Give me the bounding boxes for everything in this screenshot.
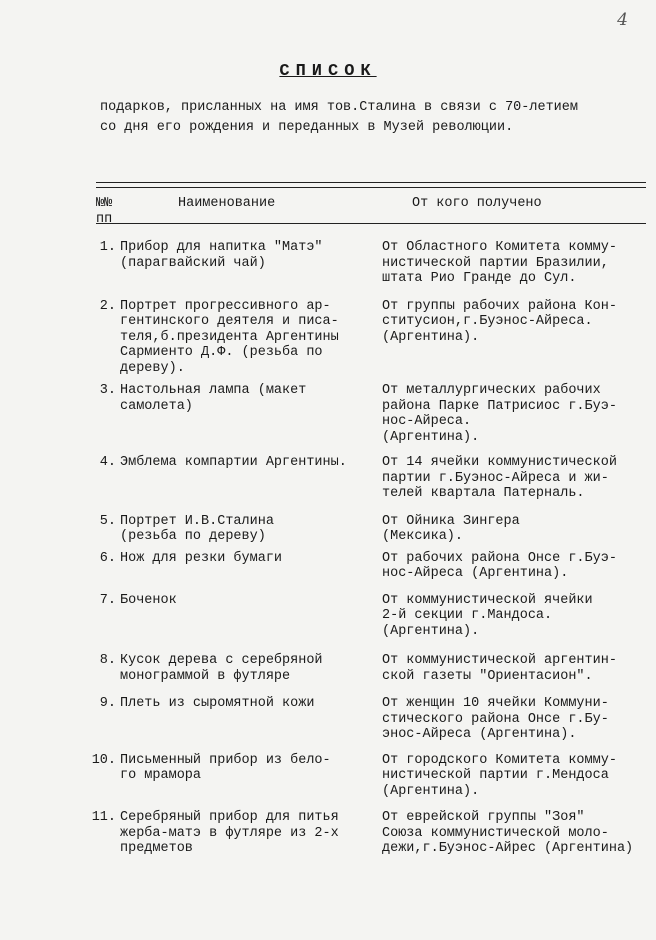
list-item	[0, 240, 656, 287]
item-number: 5.	[99, 513, 116, 529]
list-item	[0, 299, 656, 377]
item-number: 8.	[99, 653, 116, 668]
column-header-name: Наименование	[178, 196, 276, 211]
item-from: От женщин 10 ячейки Коммуни- стического района Онсе г.Бу- энос-Айреса (Аргентина).	[382, 696, 609, 742]
item-from: От Ойника Зингера (Мексика).	[382, 513, 520, 544]
item-number: 11.	[91, 810, 116, 825]
item-number: 9.	[99, 696, 116, 711]
item-name: Плеть из сыромятной кожи	[120, 696, 315, 711]
item-name: Боченок	[120, 592, 177, 608]
item-from: От металлургических рабочих района Парке Патрисиос г.Буэ- нос-Айреса. (Аргентина).	[382, 383, 617, 445]
list-item	[0, 455, 656, 502]
item-number: 6.	[99, 550, 116, 566]
header-rule-top-second	[96, 187, 646, 188]
item-name: Эмблема компартии Аргентины.	[120, 455, 347, 470]
item-name: Портрет И.В.Сталина (резьба по дереву)	[120, 513, 274, 544]
page-number: 4	[617, 10, 628, 30]
list-item	[0, 514, 656, 545]
item-number: 7.	[99, 592, 116, 608]
gift-list	[0, 240, 656, 857]
item-from: От коммунистической аргентин- ской газеты "Ориентасион".	[382, 653, 617, 684]
item-number: 2.	[99, 298, 116, 314]
item-name: Письменный прибор из бело- го мрамора	[120, 752, 331, 783]
item-from: От городского Комитета комму- нистической партии г.Мендоса (Аргентина).	[382, 752, 617, 799]
header-rule-top	[96, 182, 646, 183]
list-item	[0, 753, 656, 800]
item-name: Настольная лампа (макет самолета)	[120, 383, 307, 414]
column-header-from: От кого получено	[412, 196, 542, 211]
item-from: От 14 ячейки коммунистической партии г.Буэнос-Айреса и жи- телей квартала Патерналь.	[382, 455, 617, 501]
item-name: Серебряный прибор для питья жерба-матэ в футляре из 2-х предметов	[120, 810, 339, 856]
item-from: От Областного Комитета комму- нистической партии Бразилии, штата Рио Гранде до Сул.	[382, 240, 617, 286]
item-number: 3.	[99, 383, 116, 398]
item-name: Прибор для напитка "Матэ" (парагвайский чай)	[120, 240, 323, 271]
list-item	[0, 551, 656, 582]
list-item	[0, 810, 656, 857]
list-item	[0, 593, 656, 640]
column-header-number: №№ пп	[96, 196, 113, 227]
item-from: От рабочих района Онсе г.Буэ- нос-Айреса (Аргентина).	[382, 550, 617, 581]
item-name: Нож для резки бумаги	[120, 550, 283, 566]
item-from: От коммунистической ячейки 2-й секции г.Мандоса. (Аргентина).	[382, 592, 593, 639]
item-number: 4.	[99, 455, 116, 470]
item-name: Кусок дерева с серебряной монограммой в футляре	[120, 653, 323, 684]
list-item	[0, 383, 656, 445]
document-title: СПИСОК	[279, 62, 377, 81]
item-name: Портрет прогрессивного ар- гентинского деятеля и писа- теля,б.президента Аргентины Сармиенто Д.Ф. (резьба по дереву).	[120, 298, 339, 376]
list-item	[0, 696, 656, 743]
document-subtitle: подарков, присланных на имя тов.Сталина в связи с 70-летием со дня его рождения и переданных в Музей революции.	[100, 100, 578, 135]
header-rule-bottom	[96, 223, 646, 224]
item-number: 10.	[91, 752, 116, 768]
item-from: От еврейской группы "Зоя" Союза коммунистической моло- дежи,г.Буэнос-Айрес (Аргентина)	[382, 810, 634, 856]
item-number: 1.	[99, 240, 116, 255]
item-from: От группы рабочих района Кон- ститусион,г.Буэнос-Айреса. (Аргентина).	[382, 298, 617, 345]
list-item	[0, 653, 656, 684]
